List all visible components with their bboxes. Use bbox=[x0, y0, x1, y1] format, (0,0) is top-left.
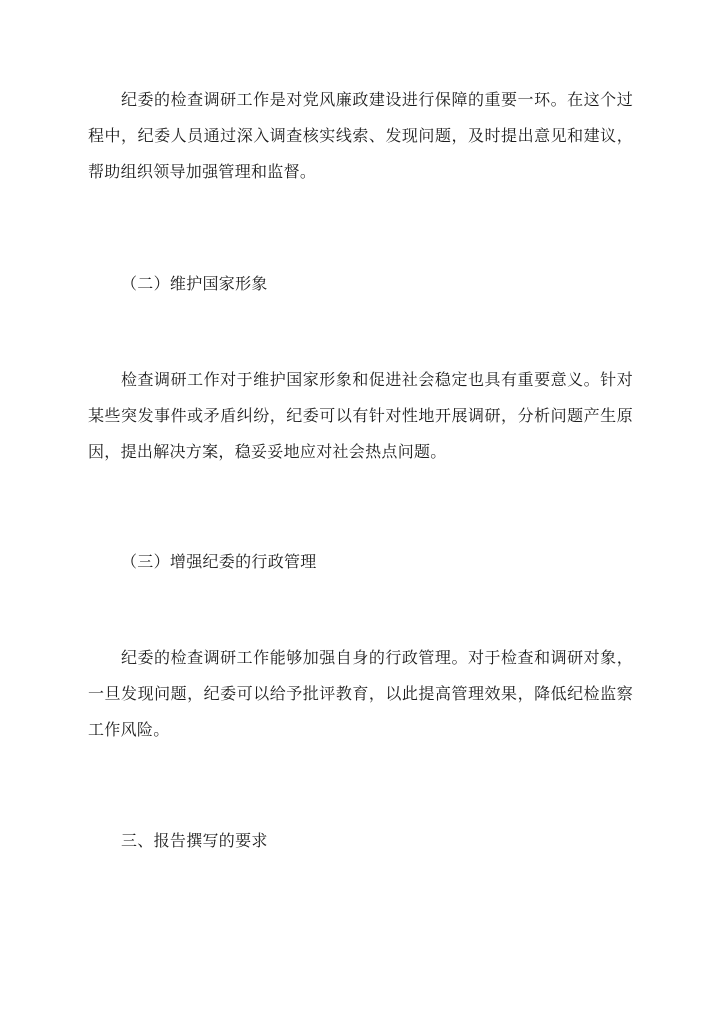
heading-maintain-national-image: （二）维护国家形象 bbox=[121, 274, 268, 293]
paragraph-administrative-management: 纪委的检查调研工作能够加强自身的行政管理。对于检查和调研对象，一旦发现问题，纪委可以给予批评教育，以此提高管理效果，降低纪检监察工作风险。 bbox=[88, 648, 633, 739]
heading-report-writing-requirements: 三、报告撰写的要求 bbox=[121, 831, 268, 850]
paragraph-inspection-role: 纪委的检查调研工作是对党风廉政建设进行保障的重要一环。在这个过程中，纪委人员通过深入调查核实线索、发现问题，及时提出意见和建议，帮助组织领导加强管理和监督。 bbox=[88, 90, 633, 181]
paragraph-national-image: 检查调研工作对于维护国家形象和促进社会稳定也具有重要意义。针对某些突发事件或矛盾纠纷，纪委可以有针对性地开展调研，分析问题产生原因，提出解决方案，稳妥妥地应对社会热点问题。 bbox=[88, 370, 633, 461]
heading-administrative-management: （三）增强纪委的行政管理 bbox=[121, 552, 317, 571]
